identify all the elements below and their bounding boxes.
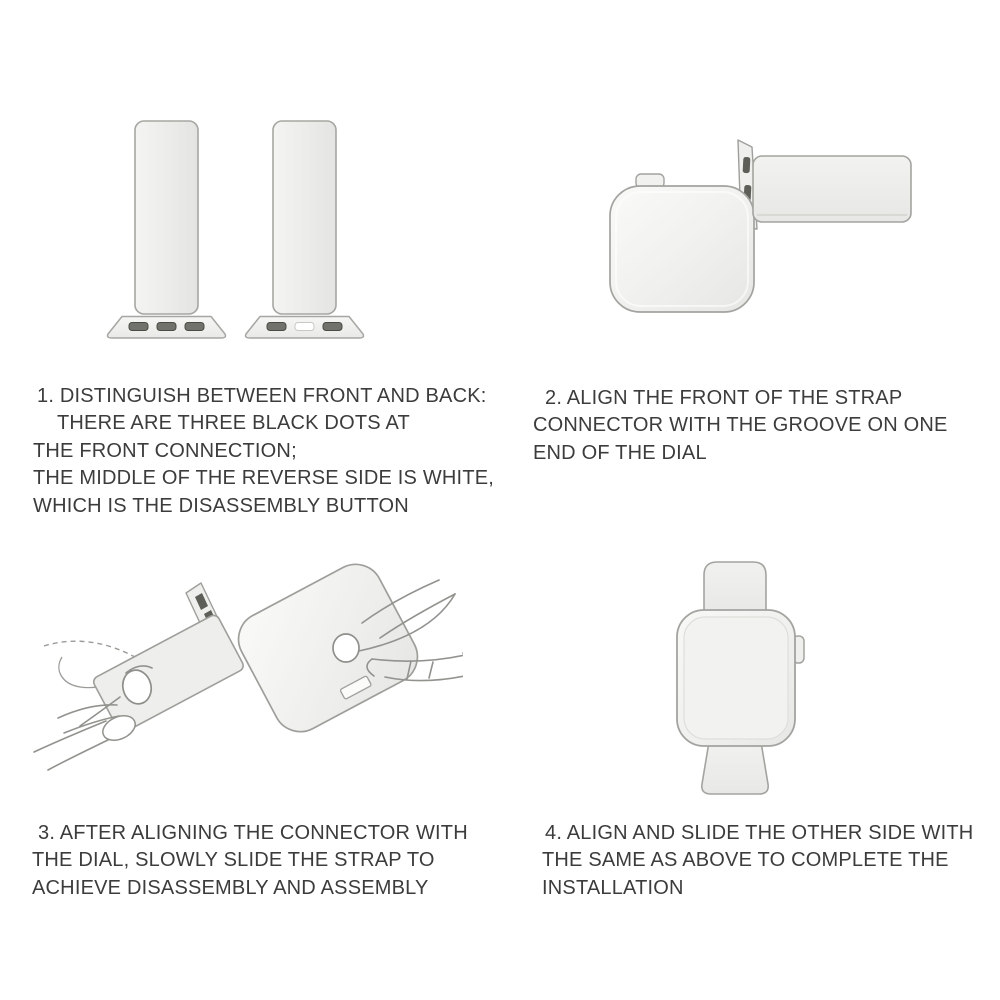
straps-front-back-svg <box>95 105 395 350</box>
hands-sliding-strap-illustration <box>18 556 463 813</box>
step-4-line-1: 4. ALIGN AND SLIDE THE OTHER SIDE WITH <box>545 822 974 844</box>
straps-front-back-illustration <box>95 105 395 355</box>
strap-horizontal <box>753 156 911 222</box>
step-4-caption <box>542 820 973 902</box>
step-1-line-4: THE MIDDLE OF THE REVERSE SIDE IS WHITE, <box>33 467 495 490</box>
bottom-strap <box>702 742 768 794</box>
tilted-dial <box>229 556 427 741</box>
step-3-line-2: THE DIAL, SLOWLY SLIDE THE STRAP TO <box>32 849 435 872</box>
assembled-watch-illustration <box>655 548 825 813</box>
step-1-line-3: THE FRONT CONNECTION; <box>33 439 297 462</box>
top-strap <box>704 562 766 614</box>
strap-aligned-to-dial-svg <box>585 130 925 335</box>
strap-aligned-to-dial-illustration <box>585 130 925 340</box>
step-1-line-1: 1. DISTINGUISH BETWEEN FRONT AND BACK: <box>37 385 487 407</box>
step-3-line-1: 3. AFTER ALIGNING THE CONNECTOR WITH <box>38 822 468 844</box>
black-dot-slot <box>267 323 286 331</box>
black-dot-slot <box>157 323 176 331</box>
hands-sliding-strap-svg <box>18 556 463 808</box>
black-dot-slot <box>129 323 148 331</box>
step-2-line-3: END OF THE DIAL <box>533 441 707 464</box>
step-4-line-2: THE SAME AS ABOVE TO COMPLETE THE <box>542 849 949 872</box>
strap-back <box>246 121 364 338</box>
assembled-watch-svg <box>655 548 825 808</box>
black-dot-slot <box>185 323 204 331</box>
strap-front <box>108 121 226 338</box>
step-4-line-3: INSTALLATION <box>542 876 684 899</box>
step-2-caption <box>533 385 948 467</box>
watch-screen <box>684 617 788 739</box>
connector-slot <box>743 157 751 173</box>
step-3-line-3: ACHIEVE DISASSEMBLY AND ASSEMBLY <box>32 876 429 899</box>
step-1-caption <box>33 383 494 520</box>
step-2-line-2: CONNECTOR WITH THE GROOVE ON ONE <box>533 414 948 437</box>
sketched-finger-line <box>44 641 140 660</box>
step-1-line-5: WHICH IS THE DISASSEMBLY BUTTON <box>33 494 409 517</box>
step-2-line-1: 2. ALIGN THE FRONT OF THE STRAP <box>545 387 903 409</box>
step-3-caption <box>32 820 468 902</box>
black-dot-slot <box>323 323 342 331</box>
white-disassembly-button <box>295 323 314 331</box>
thumbnail <box>333 634 359 662</box>
step-1-line-2: THERE ARE THREE BLACK DOTS AT <box>57 412 410 435</box>
watch-dial-back <box>610 174 754 312</box>
